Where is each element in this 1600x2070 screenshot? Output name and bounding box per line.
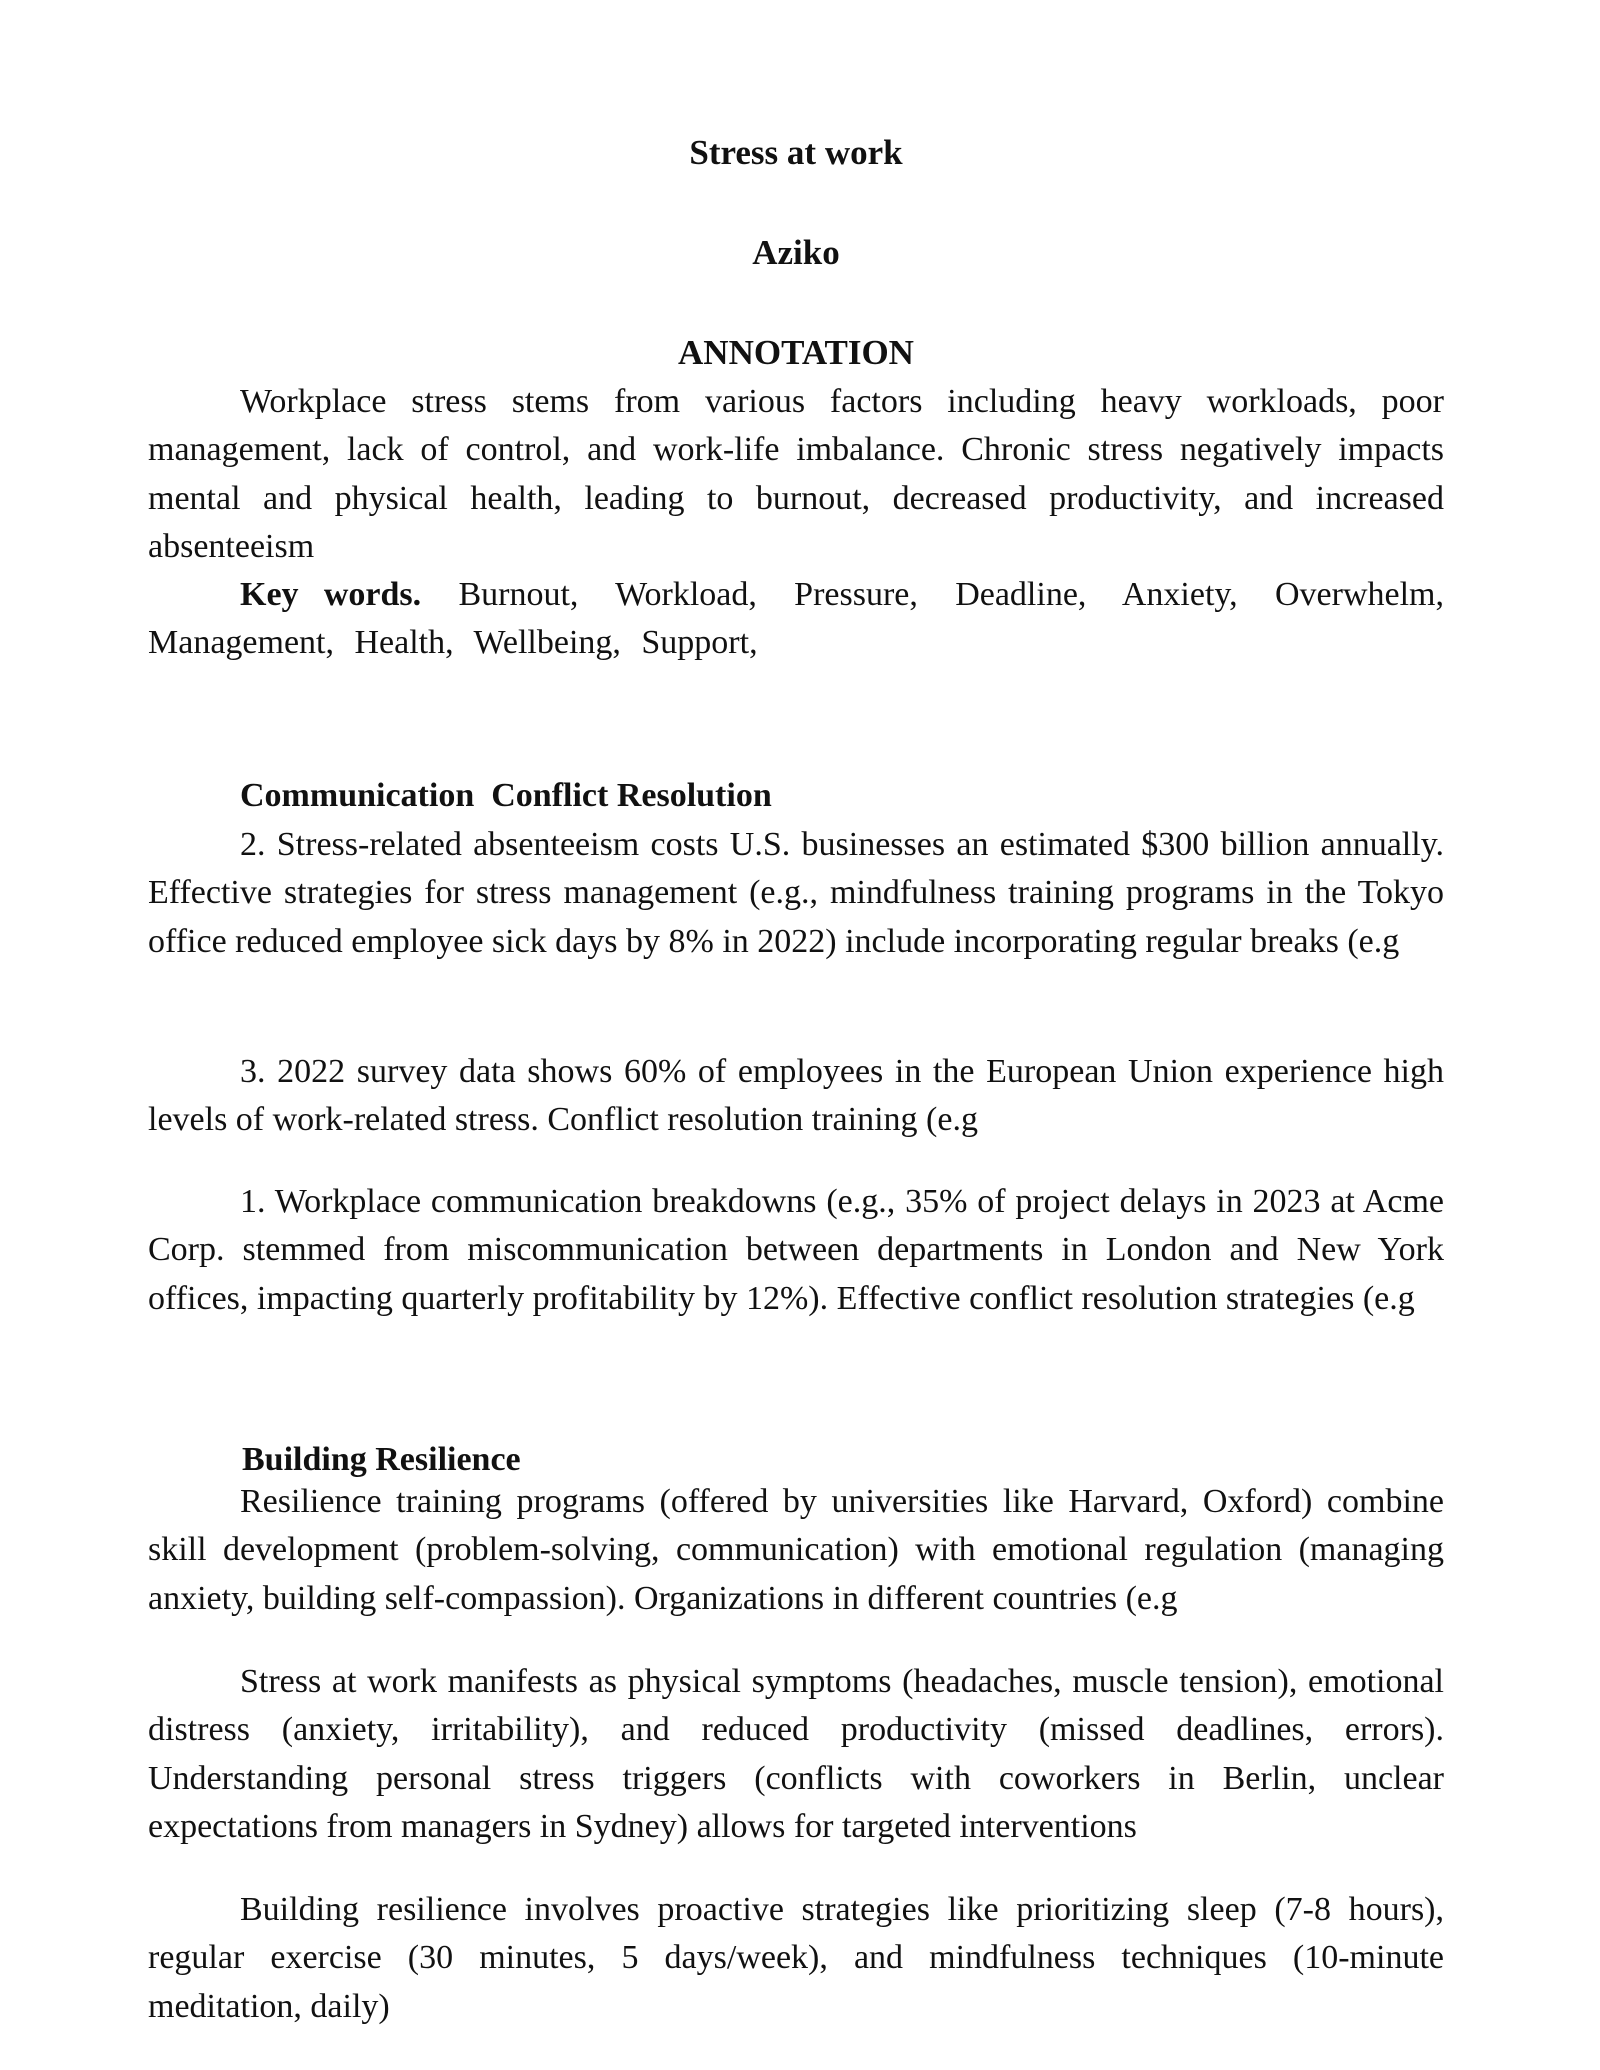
- section2-paragraph-1: Resilience training programs (offered by universities like Harvard, Oxford) combine skill development (problem-solving, communication) with emotional regulation (managing anxiety, building self-compassion). Organizations in different countries (e.g: [148, 1483, 1444, 1617]
- section1-paragraph-2: 3. 2022 survey data shows 60% of employees in the European Union experience high levels of work-related stress. Conflict resolution training (e.g: [148, 1053, 1444, 1139]
- section1-paragraph-1: 2. Stress-related absenteeism costs U.S. businesses an estimated $300 billion annually. Effective strategies for stress management (e.g., mindfulness training programs in the Tokyo office reduced employee sick days by 8% in 2022) include incorporating regular breaks (e.g: [148, 826, 1444, 960]
- author-name: Aziko: [752, 233, 840, 272]
- section-heading-communication: Communication Conflict Resolution: [240, 777, 772, 814]
- section1-paragraph-3: 1. Workplace communication breakdowns (e.g., 35% of project delays in 2023 at Acme Corp. stemmed from miscommunication between departments in London and New York offices, impacting quarterly profitability by 12%). Effective conflict resolution strategies (e.g: [148, 1183, 1444, 1317]
- section-heading-resilience: Building Resilience: [242, 1441, 521, 1478]
- annotation-heading: ANNOTATION: [678, 333, 914, 372]
- annotation-text: Workplace stress stems from various factors including heavy workloads, poor management, lack of control, and work-life imbalance. Chronic stress negatively impacts mental and physical health, leading to burnout, decreased productivity, and increased absenteeism: [148, 383, 1444, 566]
- keywords-list: Burnout, Workload, Pressure, Deadline, Anxiety, Overwhelm, Management, Health, Wellbeing, Support,: [148, 576, 1445, 662]
- keywords-paragraph: [148, 571, 1444, 668]
- section2-paragraph-3: Building resilience involves proactive strategies like prioritizing sleep (7-8 hours), regular exercise (30 minutes, 5 days/week), and mindfulness techniques (10-minute meditation, daily): [148, 1891, 1444, 2025]
- section2-paragraph-2: Stress at work manifests as physical symptoms (headaches, muscle tension), emotional distress (anxiety, irritability), and reduced productivity (missed deadlines, errors). Understanding personal stress triggers (conflicts with coworkers in Berlin, unclear expectations from managers in Sydney) allows for targeted interventions: [148, 1663, 1444, 1846]
- document-title: Stress at work: [689, 133, 903, 172]
- keywords-label: Key words.: [240, 576, 422, 613]
